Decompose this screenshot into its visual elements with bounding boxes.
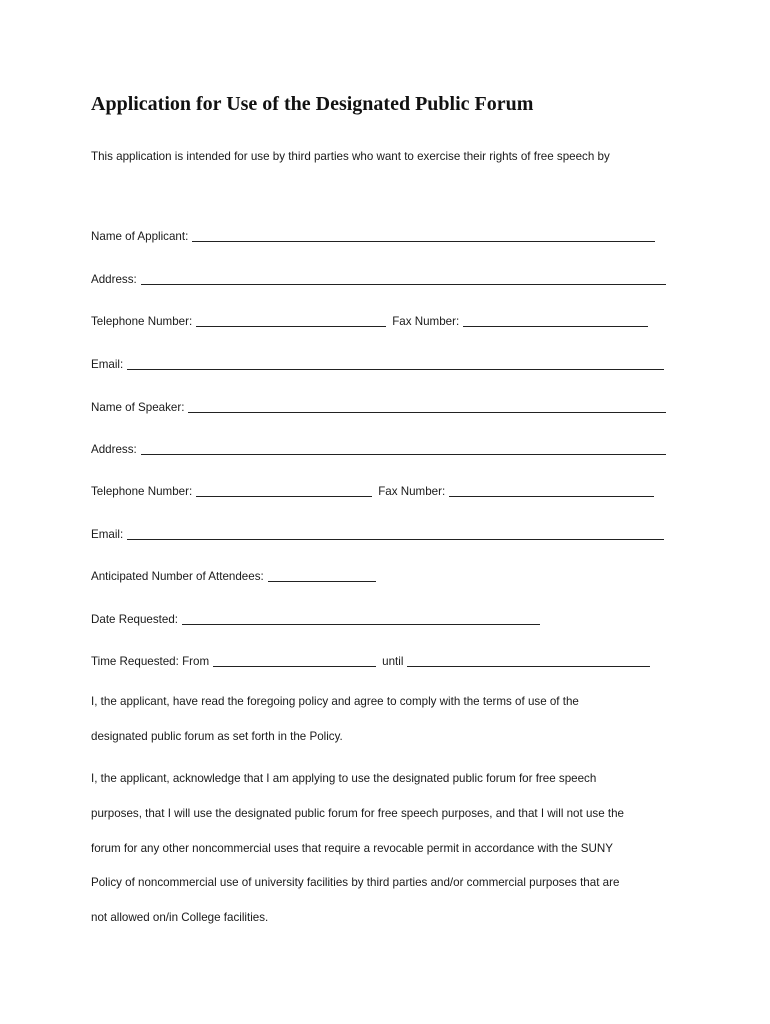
date-label: Date Requested: <box>91 613 179 626</box>
applicant-fax-label: Fax Number: <box>392 315 460 328</box>
applicant-email-label: Email: <box>91 358 124 371</box>
time-until-label: until <box>382 655 404 668</box>
time-from-field[interactable] <box>213 653 376 667</box>
applicant-email-field[interactable] <box>127 356 664 370</box>
agreement-p2-line1: I, the applicant, acknowledge that I am applying to use the designated public forum for free speech <box>91 772 597 785</box>
speaker-phone-field[interactable] <box>196 483 372 497</box>
applicant-fax-field[interactable] <box>463 313 648 327</box>
applicant-name-field[interactable] <box>192 228 655 242</box>
speaker-email-row <box>91 525 664 541</box>
speaker-name-field[interactable] <box>188 399 666 413</box>
speaker-fax-label: Fax Number: <box>378 485 446 498</box>
attendees-row <box>91 567 376 583</box>
applicant-address-label: Address: <box>91 273 137 286</box>
agreement-p2-line4: Policy of noncommercial use of university facilities by third parties and/or commercial purposes that are <box>91 876 620 889</box>
agreement-p2-line3: forum for any other noncommercial uses that require a revocable permit in accordance with the SUNY <box>91 842 613 855</box>
time-until-field[interactable] <box>407 653 650 667</box>
applicant-email-row <box>91 355 664 371</box>
speaker-address-row <box>91 440 666 456</box>
applicant-address-row <box>91 270 666 286</box>
applicant-name-row <box>91 227 655 243</box>
speaker-address-label: Address: <box>91 443 137 456</box>
date-row <box>91 610 540 626</box>
date-field[interactable] <box>182 611 540 625</box>
time-row <box>91 652 650 668</box>
speaker-email-label: Email: <box>91 528 124 541</box>
agreement-p1-line1: I, the applicant, have read the foregoing policy and agree to comply with the terms of use of the <box>91 695 579 708</box>
speaker-address-field[interactable] <box>141 441 666 455</box>
agreement-p2-line5: not allowed on/in College facilities. <box>91 911 269 924</box>
page-title: Application for Use of the Designated Public Forum <box>91 93 534 115</box>
applicant-name-label: Name of Applicant: <box>91 230 189 243</box>
applicant-address-field[interactable] <box>141 271 666 285</box>
agreement-p2-line2: purposes, that I will use the designated public forum for free speech purposes, and that I will not use the <box>91 807 624 820</box>
speaker-email-field[interactable] <box>127 526 664 540</box>
applicant-phone-field[interactable] <box>196 313 386 327</box>
speaker-name-label: Name of Speaker: <box>91 401 185 414</box>
speaker-fax-field[interactable] <box>449 483 654 497</box>
applicant-phone-label: Telephone Number: <box>91 315 193 328</box>
speaker-phone-fax-row <box>91 482 654 498</box>
time-from-label: Time Requested: From <box>91 655 210 668</box>
speaker-phone-label: Telephone Number: <box>91 485 193 498</box>
agreement-p1-line2: designated public forum as set forth in the Policy. <box>91 730 343 743</box>
attendees-label: Anticipated Number of Attendees: <box>91 570 264 583</box>
intro-text: This application is intended for use by third parties who want to exercise their rights of free speech by <box>91 150 610 163</box>
attendees-field[interactable] <box>268 568 376 582</box>
speaker-name-row <box>91 398 666 414</box>
applicant-phone-fax-row <box>91 312 648 328</box>
